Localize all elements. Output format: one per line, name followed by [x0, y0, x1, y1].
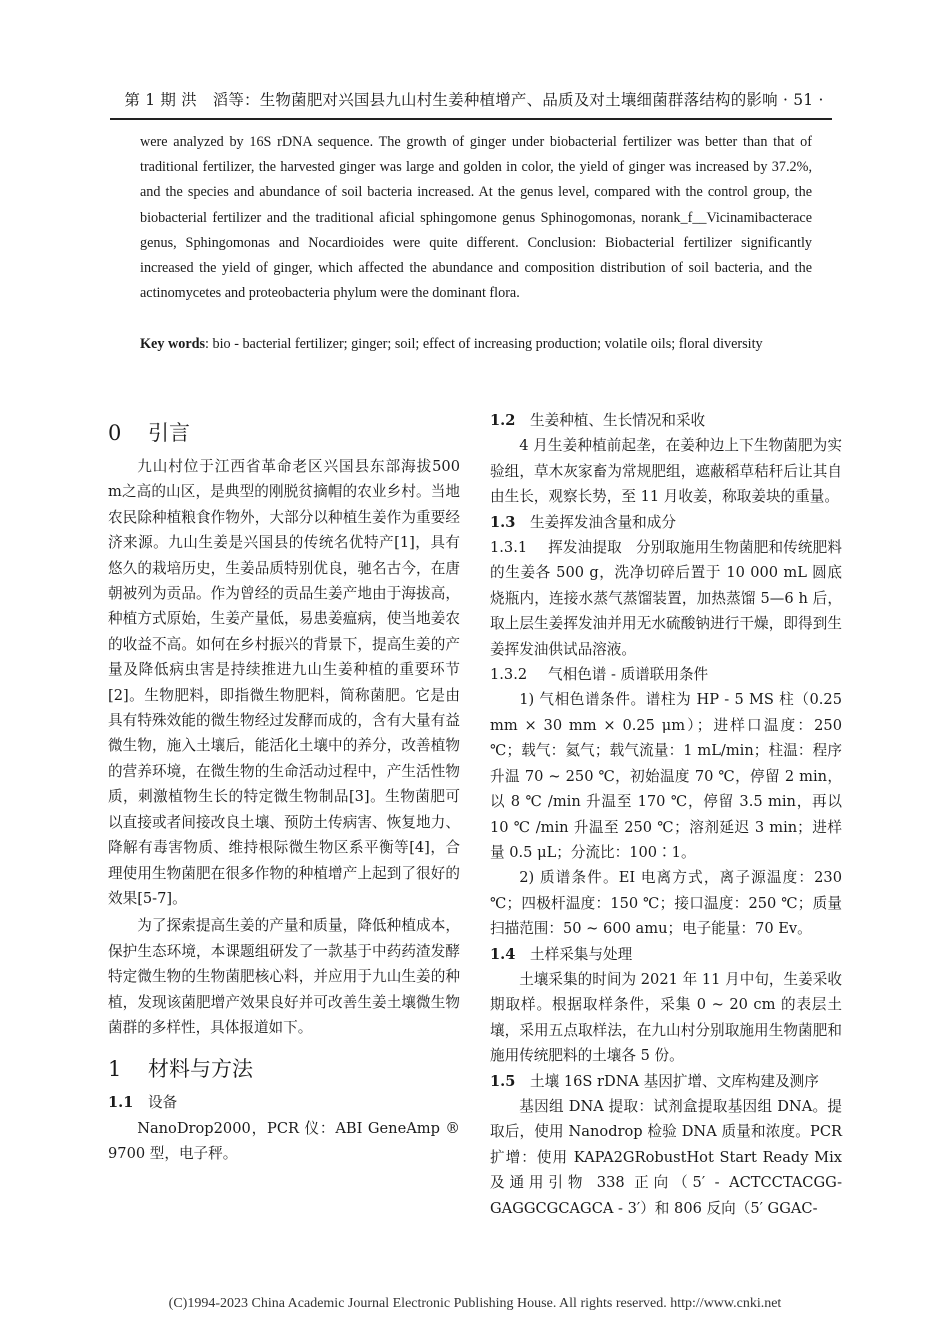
gc-conditions-paragraph: 1) 气相色谱条件。谱柱为 HP - 5 MS 柱（0.25 mm × 30 mm × 0.25 μm）；进样口温度：250 ℃；载气：氦气；载气流量：1 mL/min；柱温：程序升温 70 ~ 250 ℃，初始温度 70 ℃，停留 2 min，以 8 ℃ /min 升温至 170 ℃，停留 3.5 min，再以 10 ℃ /min 升温至 250 ℃；溶剂延迟 3 min；进样量 0.5 μL；分流比：100∶1。	[490, 691, 842, 861]
intro-paragraph-2: 为了探索提高生姜的产量和质量，降低种植成本，保护生态环境，本课题组研发了一款基于中药药渣发酵特定微生物的生物菌肥核心料，并应用于九山生姜的种植，发现该菌肥增产效果良好并可改善生姜土壤微生物菌群的多样性，具体报道如下。	[108, 917, 460, 1036]
section-title: 土壤 16S rDNA 基因扩增、文库构建及测序	[530, 1072, 819, 1090]
section-1-5-heading	[490, 1069, 842, 1094]
keywords-text: : bio - bacterial fertilizer; ginger; soil; effect of increasing production; volatile oils; floral diversity	[205, 336, 763, 352]
section-1-2-heading	[490, 408, 842, 433]
section-title: 引言	[148, 421, 190, 445]
section-number: 1.3.2	[490, 666, 528, 684]
section-0-heading	[108, 418, 460, 448]
section-1-3-2-heading	[490, 662, 842, 687]
planting-paragraph: 4 月生姜种植前起垄，在姜种边上下生物菌肥为实验组，草木灰家畜为常规肥组，遮蔽稻草秸秆后让其自由生长，观察长势，至 11 月收姜，称取姜块的重量。	[490, 437, 842, 506]
intro-paragraph-1: 九山村位于江西省革命老区兴国县东部海拔500 m之高的山区，是典型的刚脱贫摘帽的农业乡村。当地农民除种植粮食作物外，大部分以种植生姜作为重要经济来源。九山生姜是兴国县的传统名优特产[1]，具有悠久的栽培历史，生姜品质特别优良，驰名古今，在唐朝被列为贡品。作为曾经的贡品生姜产地由于海拔高，种植方式原始，生姜产量低，易患姜瘟病，使当地姜农的收益不高。如何在乡村振兴的背景下，提高生姜的产量及降低病虫害是持续推进九山生姜种植的重要环节[2]。生物肥料，即指微生物肥料，简称菌肥。它是由具有特殊效能的微生物经过发酵而成的，含有大量有益微生物，施入土壤后，能活化土壤中的养分，改善植物的营养环境，在微生物的生命活动过程中，产生活性物质，刺激植物生长的特定微生物制品[3]。生物菌肥可以直接或者间接改良土壤、预防土传病害、恢复地力、降解有毒害物质、维持根际微生物区系平衡等[4]，合理使用生物菌肥在很多作物的种植增产上起到了很好的效果[5-7]。	[108, 458, 460, 907]
right-column	[490, 408, 842, 1221]
section-number: 1	[108, 1057, 122, 1082]
copyright-footer: (C)1994-2023 China Academic Journal Electronic Publishing House. All rights reserved. http://www.cnki.net	[168, 1296, 782, 1311]
section-title: 生姜种植、生长情况和采收	[530, 412, 706, 429]
equipment-paragraph: NanoDrop2000，PCR 仪：ABI GeneAmp ® 9700 型，电子秤。	[108, 1119, 460, 1163]
running-header: 第 1 期 洪 滔等：生物菌肥对兴国县九山村生姜种植增产、品质及对土壤细菌群落结构的影响 · 51 ·	[124, 91, 824, 109]
section-number: 1.2	[490, 412, 516, 429]
section-title: 土样采集与处理	[530, 945, 633, 963]
soil-sampling-paragraph: 土壤采集的时间为 2021 年 11 月中旬，生姜采收期取样。根据取样条件，采集 0 ~ 20 cm 的表层土壤，采用五点取样法，在九山村分别取施用生物菌肥和施用传统肥料的土壤各 5 份。	[490, 970, 842, 1065]
subsection-title: 挥发油提取	[548, 539, 622, 557]
extraction-paragraph	[490, 535, 842, 662]
dna-paragraph: 基因组 DNA 提取：试剂盒提取基因组 DNA。提取后，使用 Nanodrop 检验 DNA 质量和浓度。PCR 扩增：使用 KAPA2GRobustHot Start Ready Mix 及通用引物 338 正向（5′ - ACTCCTACGG-GAGGCGCAGCA - 3′）和 806 反向（5′ GGAC-	[490, 1097, 842, 1217]
section-number: 1.3.1	[490, 539, 528, 557]
extraction-text: 分别取施用生物菌肥和传统肥料的生姜各 500 g，洗净切碎后置于 10 000 mL 圆底烧瓶内，连接水蒸气蒸馏装置，加热蒸馏 5—6 h 后，取上层生姜挥发油并用无水硫酸钠进行干燥，即得到生姜挥发油供试品溶液。	[490, 539, 842, 658]
abstract-continuation: were analyzed by 16S rDNA sequence. The growth of ginger under biobacterial fertilizer was better than that of traditional fertilizer, the harvested ginger was large and golden in color, the yield of ginger was increased by 37.2%, and the species and abundance of soil bacteria increased. At the genus level, compared with the control group, the biobacterial fertilizer and the traditional aficial sphingomone genus Sphinogomonas, norank_f__Vicinamibacterace genus, Sphingomonas and Nocardioides were quite different. Conclusion: Biobacterial fertilizer significantly increased the yield of ginger, which affected the abundance and composition distribution of soil bacteria, and the actinomycetes and proteobacteria phylum were the dominant flora.	[140, 134, 812, 302]
section-title: 气相色谱 - 质谱联用条件	[548, 666, 709, 684]
section-title: 材料与方法	[148, 1057, 253, 1082]
section-1-4-heading	[490, 942, 842, 967]
keywords-label: Key words	[140, 336, 206, 352]
section-number: 0	[108, 421, 122, 445]
header-rule	[110, 118, 832, 120]
section-number: 1.4	[490, 945, 516, 963]
section-number: 1.1	[108, 1094, 134, 1112]
section-title: 设备	[148, 1094, 178, 1112]
section-1-heading	[108, 1054, 460, 1084]
section-number: 1.5	[490, 1072, 516, 1090]
section-1-1-heading	[108, 1090, 460, 1115]
keywords	[140, 332, 812, 357]
section-title: 生姜挥发油含量和成分	[530, 513, 676, 531]
ms-conditions-paragraph: 2) 质谱条件。EI 电离方式，离子源温度：230 ℃；四极杆温度：150 ℃；接口温度：250 ℃；质量扫描范围：50 ~ 600 amu；电子能量：70 Ev。	[490, 869, 842, 938]
section-number: 1.3	[490, 513, 516, 531]
section-1-3-heading	[490, 510, 842, 535]
left-column	[108, 418, 460, 1167]
